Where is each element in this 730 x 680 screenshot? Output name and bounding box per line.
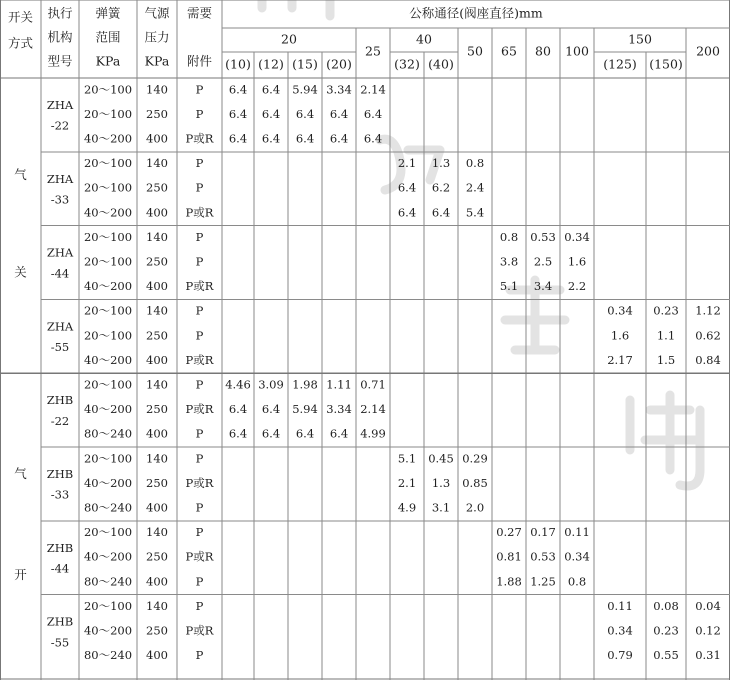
pressure-value: 5.4 <box>465 205 485 220</box>
pressure-value: 0.29 <box>462 451 488 466</box>
accessory: P或R <box>185 352 214 367</box>
spring-range: 20～100 <box>83 254 133 269</box>
accessory: P或R <box>185 279 214 294</box>
accessory: P <box>195 574 204 589</box>
pressure-value: 0.81 <box>496 549 522 564</box>
model-label: -55 <box>50 635 70 650</box>
header-dn-sub: (125) <box>603 56 637 72</box>
spring-range: 20～100 <box>83 229 133 244</box>
air-pressure: 140 <box>146 451 168 466</box>
pressure-value: 0.23 <box>653 303 679 318</box>
spring-range: 20～100 <box>83 180 133 195</box>
header-dn: 50 <box>467 43 483 59</box>
pressure-value: 0.8 <box>465 156 485 171</box>
header-dn: 65 <box>501 43 517 59</box>
header-model: 型号 <box>47 53 73 69</box>
air-pressure: 250 <box>146 180 168 195</box>
pressure-value: 0.55 <box>653 648 679 663</box>
spring-range: 20～100 <box>83 451 133 466</box>
spring-range: 20～100 <box>83 598 133 613</box>
pressure-value: 1.1 <box>656 328 676 343</box>
spring-range: 40～200 <box>83 352 133 367</box>
pressure-value: 5.1 <box>499 279 519 294</box>
spring-range: 40～200 <box>83 279 133 294</box>
air-pressure: 140 <box>146 525 168 540</box>
model-label: -55 <box>50 340 70 355</box>
pressure-value: 0.53 <box>530 229 556 244</box>
spring-range: 20～100 <box>83 303 133 318</box>
pressure-value: 1.6 <box>567 254 587 269</box>
pressure-value: 4.46 <box>225 377 251 392</box>
header-dn: 25 <box>365 43 381 59</box>
pressure-value: 5.1 <box>397 451 417 466</box>
spring-range: 40～200 <box>83 402 133 417</box>
header-air: KPa <box>144 53 170 69</box>
pressure-value: 2.14 <box>360 82 386 97</box>
pressure-value: 6.4 <box>295 106 315 121</box>
pressure-value: 6.4 <box>329 106 349 121</box>
header-dn-sub: (32) <box>394 56 420 72</box>
header-air: 气源 <box>144 5 170 21</box>
pressure-value: 2.1 <box>397 156 417 171</box>
model-label: ZHB <box>46 614 74 629</box>
header-air: 压力 <box>144 29 170 45</box>
spring-range: 20～100 <box>83 377 133 392</box>
header-accessory: 附件 <box>186 53 213 69</box>
pressure-value: 6.4 <box>295 131 315 146</box>
header-mode: 开关 <box>7 9 34 25</box>
pressure-value: 4.99 <box>360 426 386 441</box>
header-dn-sub: (20) <box>326 56 352 72</box>
accessory: P <box>195 426 204 441</box>
pressure-value: 2.5 <box>533 254 553 269</box>
pressure-value: 6.4 <box>397 180 417 195</box>
pressure-value: 0.79 <box>607 648 633 663</box>
pressure-value: 2.14 <box>360 402 386 417</box>
pressure-value: 0.12 <box>695 623 721 638</box>
pressure-value: 6.4 <box>228 131 248 146</box>
air-pressure: 400 <box>146 131 168 146</box>
accessory: P <box>195 180 204 195</box>
pressure-value: 0.84 <box>695 352 721 367</box>
pressure-value: 3.8 <box>499 254 519 269</box>
spring-range: 40～200 <box>83 549 133 564</box>
spring-range: 80～240 <box>83 500 133 515</box>
accessory: P <box>195 106 204 121</box>
pressure-value: 6.2 <box>431 180 451 195</box>
air-pressure: 140 <box>146 156 168 171</box>
pressure-value: 1.25 <box>530 574 556 589</box>
pressure-value: 4.9 <box>397 500 417 515</box>
pressure-value: 3.09 <box>258 377 284 392</box>
spring-range: 40～200 <box>83 623 133 638</box>
model-label: -33 <box>50 192 70 207</box>
model-label: -22 <box>50 118 70 133</box>
accessory: P <box>195 156 204 171</box>
pressure-value: 3.4 <box>533 279 553 294</box>
pressure-value: 6.4 <box>363 106 383 121</box>
air-pressure: 400 <box>146 574 168 589</box>
pressure-value: 0.62 <box>695 328 721 343</box>
pressure-value: 0.11 <box>564 525 590 540</box>
mode-label: 气 <box>14 465 27 481</box>
air-pressure: 250 <box>146 402 168 417</box>
pressure-value: 3.34 <box>326 82 352 97</box>
pressure-value: 6.4 <box>228 426 248 441</box>
air-pressure: 250 <box>146 254 168 269</box>
pressure-value: 6.4 <box>329 426 349 441</box>
accessory: P或R <box>185 205 214 220</box>
air-pressure: 140 <box>146 229 168 244</box>
accessory: P或R <box>185 623 214 638</box>
pressure-value: 6.4 <box>228 106 248 121</box>
pressure-value: 1.98 <box>292 377 318 392</box>
header-dn: 100 <box>565 43 589 59</box>
pressure-value: 2.17 <box>607 352 633 367</box>
model-label: ZHA <box>46 245 74 260</box>
spring-range: 80～240 <box>83 574 133 589</box>
pressure-value: 1.12 <box>695 303 721 318</box>
header-model: 执行 <box>47 5 73 21</box>
pressure-value: 0.08 <box>653 598 679 613</box>
air-pressure: 140 <box>146 377 168 392</box>
pressure-value: 1.11 <box>326 377 352 392</box>
accessory: P或R <box>185 549 214 564</box>
model-label: ZHB <box>46 540 74 555</box>
model-label: ZHB <box>46 467 74 482</box>
pressure-value: 6.4 <box>363 131 383 146</box>
pressure-value: 5.94 <box>292 82 318 97</box>
pressure-value: 6.4 <box>228 402 248 417</box>
pressure-value: 0.34 <box>607 623 633 638</box>
spring-range: 40～200 <box>83 475 133 490</box>
pressure-value: 1.88 <box>496 574 522 589</box>
pressure-value: 6.4 <box>261 402 281 417</box>
header-dn-sub: (40) <box>428 56 454 72</box>
pressure-value: 0.31 <box>695 648 721 663</box>
air-pressure: 250 <box>146 623 168 638</box>
spring-range: 40～200 <box>83 205 133 220</box>
accessory: P或R <box>185 475 214 490</box>
pressure-value: 0.34 <box>607 303 633 318</box>
accessory: P <box>195 598 204 613</box>
header-dn: 40 <box>416 31 432 47</box>
accessory: P <box>195 525 204 540</box>
accessory: P <box>195 229 204 244</box>
pressure-value: 2.0 <box>465 500 485 515</box>
air-pressure: 250 <box>146 106 168 121</box>
pressure-value: 2.4 <box>465 180 485 195</box>
air-pressure: 250 <box>146 549 168 564</box>
model-label: ZHA <box>46 98 74 113</box>
header-dn: 150 <box>628 31 652 47</box>
model-label: ZHA <box>46 319 74 334</box>
accessory: P或R <box>185 402 214 417</box>
model-label: -44 <box>50 266 70 281</box>
header-dn: 80 <box>535 43 551 59</box>
pressure-value: 0.71 <box>360 377 386 392</box>
header-model: 机构 <box>47 29 73 45</box>
mode-label: 气 <box>14 166 27 182</box>
header-dn: 200 <box>696 43 720 59</box>
accessory: P <box>195 451 204 466</box>
pressure-value: 6.4 <box>261 131 281 146</box>
pressure-value: 1.3 <box>431 156 451 171</box>
air-pressure: 140 <box>146 598 168 613</box>
air-pressure: 400 <box>146 500 168 515</box>
pressure-value: 5.94 <box>292 402 318 417</box>
pressure-value: 0.23 <box>653 623 679 638</box>
accessory: P <box>195 648 204 663</box>
header-spring: KPa <box>95 53 121 69</box>
air-pressure: 400 <box>146 205 168 220</box>
accessory: P <box>195 254 204 269</box>
header-dn: 20 <box>281 31 297 47</box>
pressure-value: 0.34 <box>564 229 590 244</box>
model-label: -22 <box>50 413 70 428</box>
pressure-value: 0.53 <box>530 549 556 564</box>
air-pressure: 250 <box>146 328 168 343</box>
pressure-value: 0.17 <box>530 525 556 540</box>
spring-range: 20～100 <box>83 82 133 97</box>
pressure-value: 6.4 <box>261 426 281 441</box>
spring-range: 20～100 <box>83 156 133 171</box>
pressure-value: 6.4 <box>261 106 281 121</box>
header-dn-sub: (15) <box>292 56 318 72</box>
pressure-value: 0.8 <box>499 229 519 244</box>
model-label: ZHA <box>46 171 74 186</box>
spring-range: 40～200 <box>83 131 133 146</box>
header-spring: 范围 <box>95 29 121 45</box>
accessory: P <box>195 82 204 97</box>
pressure-value: 6.4 <box>261 82 281 97</box>
accessory: P <box>195 500 204 515</box>
model-label: ZHB <box>46 393 74 408</box>
header-dn-sub: (150) <box>649 56 683 72</box>
air-pressure: 140 <box>146 303 168 318</box>
header-nominal: 公称通径(阀座直径)mm <box>409 5 543 21</box>
pressure-value: 0.34 <box>564 549 590 564</box>
pressure-value: 3.34 <box>326 402 352 417</box>
header-spring: 弹簧 <box>95 5 121 21</box>
pressure-value: 0.27 <box>496 525 522 540</box>
air-pressure: 250 <box>146 475 168 490</box>
pressure-value: 0.04 <box>695 598 721 613</box>
pressure-value: 3.1 <box>431 500 451 515</box>
pressure-value: 0.45 <box>428 451 454 466</box>
air-pressure: 140 <box>146 82 168 97</box>
header-mode: 方式 <box>7 35 34 51</box>
spring-range: 20～100 <box>83 328 133 343</box>
pressure-value: 6.4 <box>431 205 451 220</box>
accessory: P或R <box>185 131 214 146</box>
mode-label: 开 <box>14 567 27 583</box>
spring-range: 20～100 <box>83 106 133 121</box>
mode-label: 关 <box>14 264 27 280</box>
pressure-value: 0.85 <box>462 475 488 490</box>
spring-range: 80～240 <box>83 648 133 663</box>
air-pressure: 400 <box>146 352 168 367</box>
pressure-value: 1.3 <box>431 475 451 490</box>
pressure-value: 2.2 <box>567 279 587 294</box>
pressure-value: 6.4 <box>228 82 248 97</box>
pressure-value: 0.11 <box>607 598 633 613</box>
spring-range: 20～100 <box>83 525 133 540</box>
accessory: P <box>195 328 204 343</box>
model-label: -44 <box>50 561 70 576</box>
model-label: -33 <box>50 487 70 502</box>
pressure-value: 6.4 <box>295 426 315 441</box>
pressure-value: 0.8 <box>567 574 587 589</box>
pressure-value: 1.5 <box>656 352 676 367</box>
accessory: P <box>195 377 204 392</box>
air-pressure: 400 <box>146 279 168 294</box>
spring-range: 80～240 <box>83 426 133 441</box>
pressure-value: 6.4 <box>329 131 349 146</box>
header-dn-sub: (12) <box>258 56 284 72</box>
accessory: P <box>195 303 204 318</box>
pressure-value: 2.1 <box>397 475 417 490</box>
header-dn-sub: (10) <box>225 56 251 72</box>
air-pressure: 400 <box>146 426 168 441</box>
air-pressure: 400 <box>146 648 168 663</box>
table-cells <box>8 6 721 663</box>
pressure-value: 1.6 <box>610 328 630 343</box>
header-accessory: 需要 <box>186 5 213 21</box>
pressure-value: 6.4 <box>397 205 417 220</box>
